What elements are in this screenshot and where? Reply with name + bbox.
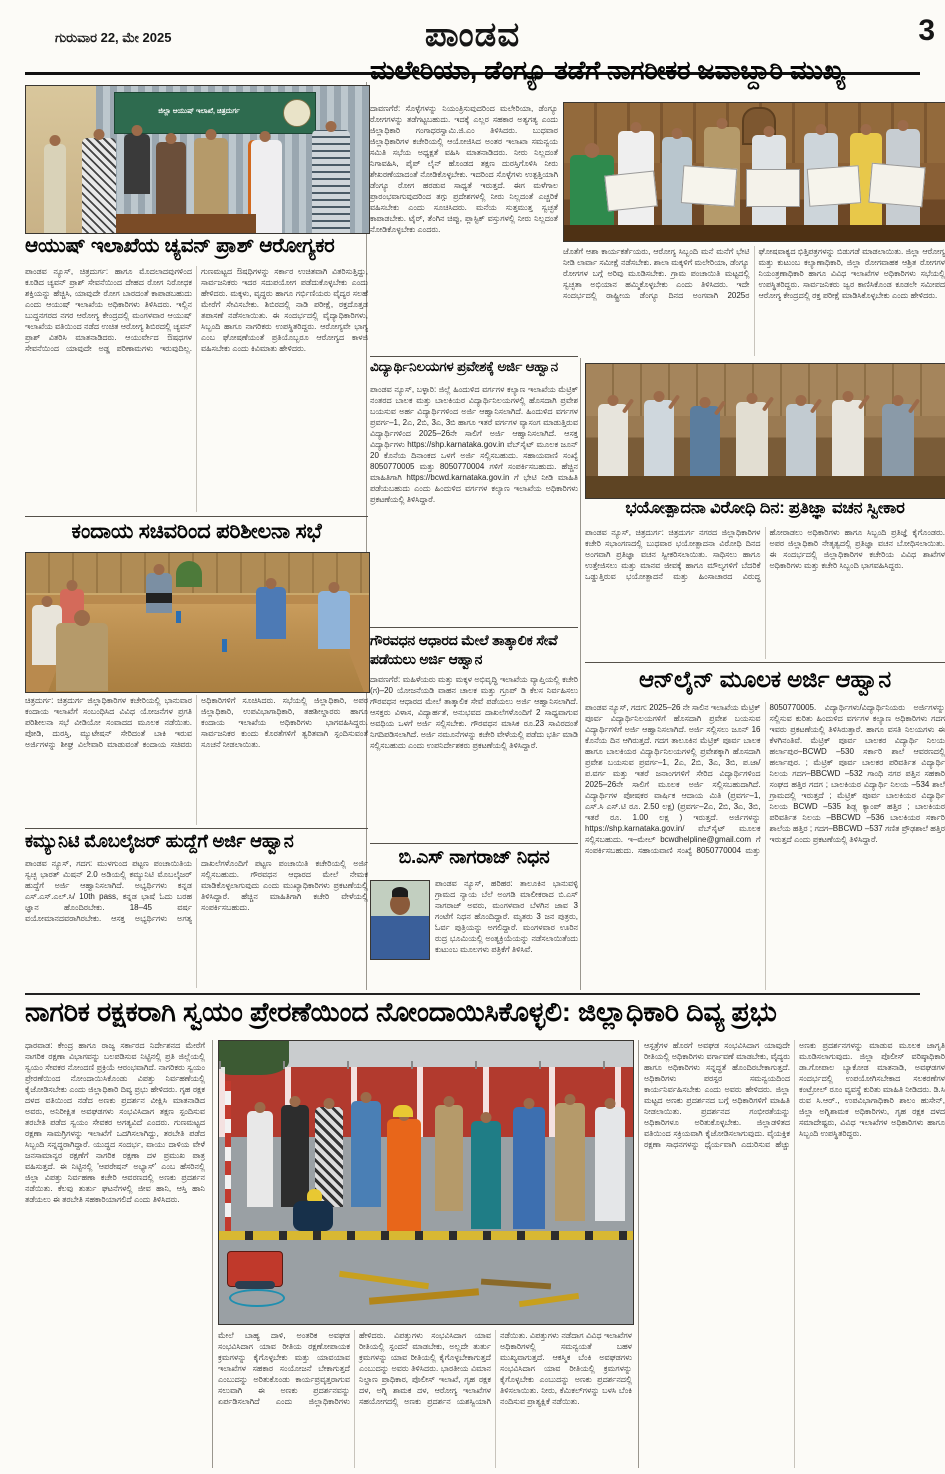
poster-release-photo xyxy=(563,102,945,242)
article-body-kandaya: ಚಿತ್ರದುರ್ಗ: ಚಿತ್ರದುರ್ಗ ಜಿಲ್ಲಾಧಿಕಾರಿಗಳ ಕಚೇರಿಯಲ್ಲಿ ಭಾನುವಾರ ಕಂದಾಯ ಇಲಾಖೆಗೆ ಸಂಬಂಧಿಸಿದ ವಿವಿಧ ಯೋಜನೆಗಳ ಪ್ರಗತಿ ಪರಿಶೀಲನಾ ಸಭೆ ವೀಡಿಯೋ ಸಂವಾದದ ಮೂಲಕ ನಡೆಯಿತು. ಪೋಡಿ, ದುರಸ್ತಿ, ಮ್ಯುಟೇಷನ್ ಸೇರಿದಂತೆ ಬಾಕಿ ಇರುವ ಅರ್ಜಿಗಳನ್ನು ಶೀಘ್ರ ವಿಲೇವಾರಿ ಮಾಡುವಂತೆ ಕಂದಾಯ ಸಚಿವರು ಅಧಿಕಾರಿಗಳಿಗೆ ಸೂಚಿಸಿದರು. ಸಭೆಯಲ್ಲಿ ಜಿಲ್ಲಾಧಿಕಾರಿ, ಅಪರ ಜಿಲ್ಲಾಧಿಕಾರಿ, ಉಪವಿಭಾಗಾಧಿಕಾರಿ, ತಹಶೀಲ್ದಾರರು ಹಾಗೂ ಕಂದಾಯ ಇಲಾಖೆಯ ಅಧಿಕಾರಿಗಳು ಭಾಗವಹಿಸಿದ್ದರು. ಸಾರ್ವಜನಿಕರ ಕುಂದು ಕೊರತೆಗಳಿಗೆ ತ್ವರಿತವಾಗಿ ಸ್ಪಂದಿಸುವಂತೆ ಸೂಚನೆ ನೀಡಲಾಯಿತು. xyxy=(25,696,368,749)
event-banner xyxy=(114,92,316,134)
person-figure xyxy=(595,1107,625,1221)
article-rule xyxy=(585,662,945,663)
poster xyxy=(681,165,738,207)
article-rule xyxy=(370,627,578,628)
article-body-nagaraj: ಪಾಂಡವ ನ್ಯೂಸ್, ಹರಿಹರ: ತಾಲೂಕಿನ ಭಾನುವಳ್ಳಿ ಗ್ರಾಮದ ನ್ಯಾಯ ಬೆಲೆ ಅಂಗಡಿ ಮಾಲೀಕರಾದ ಬಿ.ಎಸ್ ನಾಗರಾಜ್ ಅವರು, ಮಂಗಳವಾರ ಬೆಳಗಿನ ಜಾವ 3 ಗಂಟೆಗೆ ನಿಧನ ಹೊಂದಿದ್ದಾರೆ. ಮೃತರು 3 ಜನ ಪುತ್ರರು, ಓರ್ವ ಪುತ್ರಿಯನ್ನು ಅಗಲಿದ್ದಾರೆ. ಮಂಗಳವಾರ ಊರಿನ ರುದ್ರ ಭೂಮಿಯಲ್ಲಿ ಅಂತ್ಯಕ್ರಿಯೆಯನ್ನು ನಡೆಸಲಾಯಿತೆಂದು ಕುಟುಂಬ ಮೂಲಗಳು ಪತ್ರಿಕೆಗೆ ತಿಳಿಸಿವೆ. xyxy=(435,879,578,954)
person-figure xyxy=(256,587,286,639)
person-figure xyxy=(318,591,350,649)
article-rule xyxy=(25,516,368,517)
article-headline-terror: ಭಯೋತ್ಪಾದನಾ ವಿರೋಧಿ ದಿನ: ಪ್ರತಿಜ್ಞಾ ವಚನ ಸ್ವೀಕಾರ xyxy=(625,499,905,517)
police-officer-figure xyxy=(555,1103,585,1221)
article-headline-hostel: ವಿದ್ಯಾರ್ಥಿನಿಲಯಗಳ ಪ್ರವೇಶಕ್ಕೆ ಅರ್ಜಿ ಆಹ್ವಾನ xyxy=(370,359,558,374)
table xyxy=(564,225,945,241)
banner-text: ಜಿಲ್ಲಾ ಆಯುಷ್ ಇಲಾಖೆ, ಚಿತ್ರದುರ್ಗ xyxy=(158,108,240,115)
poster xyxy=(604,170,657,211)
article-body-community: ಪಾಂಡವ ನ್ಯೂಸ್, ಗದಗ: ಮುಳಗುಂದ ಪಟ್ಟಣ ಪಂಚಾಯಿತಿಯ ಸ್ವಚ್ಛ ಭಾರತ್ ಮಿಷನ್ 2.0 ಅಡಿಯಲ್ಲಿ ಕಮ್ಯುನಿಟಿ ಮೊಬಲೈಜರ್ ಹುದ್ದೆಗೆ ಅರ್ಜಿ ಆಹ್ವಾನಿಸಲಾಗಿದೆ. ಅಭ್ಯರ್ಥಿಗಳು ಕನ್ನಡ ಎಸ್.ಎಸ್.ಎಲ್.ಸಿ/ 10th pass, ಕನ್ನಡ ಭಾಷೆ ಓದು ಬರಹ ಜ್ಞಾನ ಹೊಂದಿರಬೇಕು. 18–45 ವರ್ಷ ವಯೋಮಾನದವರಾಗಿರಬೇಕು. ಆಸಕ್ತ ಅಭ್ಯರ್ಥಿಗಳು ಅಗತ್ಯ ದಾಖಲೆಗಳೊಂದಿಗೆ ಪಟ್ಟಣ ಪಂಚಾಯಿತಿ ಕಚೇರಿಯಲ್ಲಿ ಅರ್ಜಿ ಸಲ್ಲಿಸಬಹುದು. ಗೌರವಧನ ಆಧಾರದ ಮೇಲೆ ನೇಮಕ ಮಾಡಿಕೊಳ್ಳಲಾಗುವುದು ಎಂದು ಮುಖ್ಯಾಧಿಕಾರಿಗಳು ಪ್ರಕಟಣೆಯಲ್ಲಿ ತಿಳಿಸಿದ್ದಾರೆ. ಹೆಚ್ಚಿನ ಮಾಹಿತಿಗಾಗಿ ಕಚೇರಿ ವೇಳೆಯಲ್ಲಿ ಸಂಪರ್ಕಿಸಬಹುದು. xyxy=(25,859,368,923)
fire-helmet xyxy=(393,1105,413,1117)
page-number: 3 xyxy=(918,14,935,47)
article-rule xyxy=(25,828,368,829)
person-figure xyxy=(247,1111,273,1207)
column-rule xyxy=(638,1040,639,1468)
article-body-gaurav: ದಾವಣಗೆರೆ: ಮಹಿಳೆಯರು ಮತ್ತು ಮಕ್ಕಳ ಅಭಿವೃದ್ಧಿ ಇಲಾಖೆಯ ವ್ಯಾಪ್ತಿಯಲ್ಲಿ ಕಚೇರಿ (ಗ)–20 ಯೋಜನೆಯಡಿ ವಾಹನ ಚಾಲಕ ಮತ್ತು ಗ್ರೂಪ್ ಡಿ ಕೆಲಸ ನಿರ್ವಹಿಸಲು ಗೌರವಧನ ಆಧಾರದ ಮೇಲೆ ತಾತ್ಕಾಲಿಕ ಸೇವೆ ಪಡೆಯಲು ಅರ್ಜಿ ಆಹ್ವಾನಿಸಲಾಗಿದೆ. ಆಸಕ್ತರು ವಿಳಾಸ, ವಿದ್ಯಾರ್ಹತೆ, ಅನುಭವದ ದಾಖಲೆಗಳೊಂದಿಗೆ 2 ಸಾಧ್ಯವಾಗುವ ಅವಧಿಯ ಒಳಗೆ ಅರ್ಜಿ ಸಲ್ಲಿಸಬೇಕು. ಗೌರವಧನ ಮಾಸಿಕ ರೂ.23 ಸಾವಿರದಂತೆ ನಿಗದಿಪಡಿಸಲಾಗಿದೆ. ಅರ್ಜಿ ನಮೂನೆಗಳನ್ನು ಕಚೇರಿ ವೇಳೆಯಲ್ಲಿ ಪಡೆದು ಭರ್ತಿ ಮಾಡಿ ಸಲ್ಲಿಸಬಹುದು ಎಂದು ಉಪನಿರ್ದೇಶಕರು ಪ್ರಕಟಣೆಯಲ್ಲಿ ತಿಳಿಸಿದ್ದಾರೆ. xyxy=(370,675,578,750)
table xyxy=(586,476,945,498)
article-body-ayush: ಪಾಂಡವ ನ್ಯೂಸ್, ಚಿತ್ರದುರ್ಗ: ಹಾಗೂ ಮೊದಲಾದವುಗಳಿಂದ ಕೂಡಿದ ಚ್ಯವನ್ ಪ್ರಾಶ್ ಸೇವನೆಯಿಂದ ದೇಹದ ರೋಗ ನಿರೋಧಕ ಶಕ್ತಿಯನ್ನು ಹೆಚ್ಚಿಸಿ, ಯಾವುದೇ ರೋಗ ಬಾರದಂತೆ ಕಾಪಾಡಬಹುದು ಎಂದು ಆಯುಷ್ ಇಲಾಖೆಯ ಅಧಿಕಾರಿಗಳು ತಿಳಿಸಿದರು. ಇಲ್ಲಿನ ಬುದ್ದನಗರದ ನಗರ ಆರೋಗ್ಯ ಕೇಂದ್ರದಲ್ಲಿ ಮಂಗಳವಾರ ಆಯುಷ್ ಇಲಾಖೆಯ ವತಿಯಿಂದ ನಡೆದ ಉಚಿತ ಆರೋಗ್ಯ ಶಿಬಿರದಲ್ಲಿ ಚ್ಯವನ್ ಪ್ರಾಶ್ ವಿತರಿಸಿ ಮಾತನಾಡಿದರು. ಆಯುರ್ವೇದ ಔಷಧಗಳ ಸೇವನೆಯಿಂದ ಯಾವುದೇ ಅಡ್ಡ ಪರಿಣಾಮಗಳು ಇರುವುದಿಲ್ಲ. ಗುಣಮಟ್ಟದ ಔಷಧಿಗಳನ್ನು ಸರ್ಕಾರ ಉಚಿತವಾಗಿ ವಿತರಿಸುತ್ತಿದ್ದು, ಸಾರ್ವಜನಿಕರು ಇದರ ಸದುಪಯೋಗ ಪಡೆದುಕೊಳ್ಳಬೇಕು ಎಂದು ಹೇಳಿದರು. ಮಕ್ಕಳು, ವೃದ್ಧರು ಹಾಗೂ ಗರ್ಭಿಣಿಯರು ವೈದ್ಯರ ಸಲಹೆ ಮೇರೆಗೆ ಸೇವಿಸಬೇಕು. ಶಿಬಿರದಲ್ಲಿ ನಾಡಿ ಪರೀಕ್ಷೆ, ರಕ್ತದೊತ್ತಡ ತಪಾಸಣೆ ನಡೆಸಲಾಯಿತು. ಈ ಸಂದರ್ಭದಲ್ಲಿ ವೈದ್ಯಾಧಿಕಾರಿಗಳು, ಸಿಬ್ಬಂದಿ ಹಾಗೂ ನಾಗರಿಕರು ಉಪಸ್ಥಿತರಿದ್ದರು. ಆರೋಗ್ಯವೇ ಭಾಗ್ಯ ಎಂಬ ಘೋಷಣೆಯಂತೆ ಪ್ರತಿಯೊಬ್ಬರೂ ಆರೋಗ್ಯದ ಕಾಳಜಿ ವಹಿಸಬೇಕು ಎಂದು ಕಿವಿಮಾತು ಹೇಳಿದರು. xyxy=(25,267,368,353)
article-body-civil-mid: ಮೇಲೆ ಬಾಹ್ಯ ದಾಳಿ, ಅಂತರಿಕ ಅವಘಡ ಸಂಭವಿಸಿದಾಗ ಯಾವ ರೀತಿಯ ರಕ್ಷಣೋಪಾಯಕ ಕ್ರಮಗಳನ್ನು ಕೈಗೊಳ್ಳಬೇಕು ಮತ್ತು ಯಾವಯಾವ ಇಲಾಖೆಗಳ ಸಹಕಾರ ಸಂಯೋಜನೆ ಬೇಕಾಗುತ್ತದೆ ಎಂಬುದನ್ನು ಅರಿತುಕೊಂಡು ಕಾರ್ಯಪ್ರವೃತ್ತರಾಗುವ ಸಲುವಾಗಿ ಈ ಅಣಕು ಪ್ರದರ್ಶನವನ್ನು ಏರ್ಪಡಿಸಲಾಗಿದೆ ಎಂದು ಜಿಲ್ಲಾಧಿಕಾರಿಗಳು ಹೇಳಿದರು. ವಿಪತ್ತುಗಳು ಸಂಭವಿಸಿದಾಗ ಯಾವ ರೀತಿಯಲ್ಲಿ ಸ್ಪಂದನೆ ಮಾಡಬೇಕು, ಅಲ್ಲದೇ ತುರ್ತು ಕ್ರಮಗಳನ್ನು ಯಾವ ರೀತಿಯಲ್ಲಿ ಕೈಗೊಳ್ಳಬೇಕಾಗುತ್ತದೆ ಎಂಬುದನ್ನು ಅವರು ತಿಳಿಸಿದರು. ಭಾರತೀಯ ವಿಮಾನ ನಿಲ್ದಾಣ ಪ್ರಾಧಿಕಾರ, ಪೊಲೀಸ್ ಇಲಾಖೆ, ಗೃಹ ರಕ್ಷಕ ದಳ, ಅಗ್ನಿ ಶಾಮಕ ದಳ, ಆರೋಗ್ಯ ಇಲಾಖೆಗಳ ಸಹಯೋಗದಲ್ಲಿ ಅಣಕು ಪ್ರದರ್ಶನ ಯಶಸ್ವಿಯಾಗಿ ನಡೆಯಿತು. ವಿಪತ್ತುಗಳು ನಡೆದಾಗ ವಿವಿಧ ಇಲಾಖೆಗಳ ಅಧಿಕಾರಿಗಳಲ್ಲಿ ಸಮನ್ವಯತೆ ಬಹಳ ಮುಖ್ಯವಾಗುತ್ತದೆ. ಆಕಸ್ಮಿಕ ಬೆಂಕಿ ಅವಘಡಗಳು ಸಂಭವಿಸಿದಾಗ ಯಾವ ರೀತಿಯಲ್ಲಿ ಕ್ರಮಗಳನ್ನು ಕೈಗೊಳ್ಳಬೇಕು ಎಂಬುದನ್ನು ಅಣಕು ಪ್ರದರ್ಶನದಲ್ಲಿ ತಿಳಿಸಲಾಯಿತು. ನೀರು, ಕೆಮಿಕಲ್‌ಗಳನ್ನು ಬಳಸಿ ಬೆಂಕಿ ನಂದಿಸುವ ಪ್ರಾತ್ಯಕ್ಷಿಕೆ ನಡೆಯಿತು. xyxy=(218,1331,632,1406)
person-figure xyxy=(124,134,150,194)
article-headline-kandaya: ಕಂದಾಯ ಸಚಿವರಿಂದ ಪರಿಶೀಲನಾ ಸಭೆ xyxy=(71,520,322,543)
emblem-icon xyxy=(283,99,311,127)
article-headline-community: ಕಮ್ಯುನಿಟಿ ಮೊಬಲೈಜರ್ ಹುದ್ದೆಗೆ ಅರ್ಜಿ ಆಹ್ವಾನ xyxy=(25,831,294,851)
article-rule xyxy=(370,356,578,357)
rescue-tool xyxy=(481,1279,551,1290)
column-rule xyxy=(212,1040,213,1468)
person-figure xyxy=(82,138,116,234)
poster xyxy=(746,169,800,207)
person-figure xyxy=(351,1101,381,1207)
article-body-civil-left: ಧಾರವಾಡ: ಕೇಂದ್ರ ಹಾಗೂ ರಾಜ್ಯ ಸರ್ಕಾರದ ನಿರ್ದೇಶನದ ಮೇರೆಗೆ ನಾಗರಿಕ ರಕ್ಷಣಾ ವಿಭಾಗವನ್ನು ಬಲಪಡಿಸುವ ನಿಟ್ಟಿನಲ್ಲಿ ಪ್ರತಿ ಜಿಲ್ಲೆಯಲ್ಲಿ ಸ್ವಯಂ ಸೇವಕರ ನೋಂದಣಿ ಪ್ರಕ್ರಿಯೆ ಆರಂಭವಾಗಿದೆ. ನಾಗರಿಕರು ಸ್ವಯಂ ಪ್ರೇರಣೆಯಿಂದ ನೋಂದಾಯಿಸಿಕೊಂಡು ವಿಪತ್ತು ನಿರ್ವಹಣೆಯಲ್ಲಿ ಕೈಜೋಡಿಸಬೇಕು ಎಂದು ಜಿಲ್ಲಾಧಿಕಾರಿ ದಿವ್ಯ ಪ್ರಭು ಹೇಳಿದರು. ಗೃಹ ರಕ್ಷಕ ದಳದ ವತಿಯಿಂದ ನಡೆದ ಅಣಕು ಪ್ರದರ್ಶನ ವೀಕ್ಷಿಸಿ ಮಾತನಾಡಿದ ಅವರು, ಅನಿರೀಕ್ಷಿತ ಅವಘಡಗಳು ಸಂಭವಿಸಿದಾಗ ತಕ್ಷಣ ಸ್ಪಂದಿಸುವ ತರಬೇತಿ ಪಡೆದ ಸ್ವಯಂ ಸೇವಕರ ಅಗತ್ಯವಿದೆ ಎಂದರು. ಗುಣಮಟ್ಟದ ರಕ್ಷಣಾ ಸಾಮಗ್ರಿಗಳನ್ನು ಇಲಾಖೆಗೆ ಒದಗಿಸಲಾಗಿದ್ದು, ತರಬೇತಿ ಪಡೆದ ಸಿಬ್ಬಂದಿ ಸನ್ನದ್ಧರಾಗಿದ್ದಾರೆ. ಯುದ್ಧದ ಸಂದರ್ಭ, ವಾಯು ದಾಳಿಯ ವೇಳೆ ಜನಸಾಮಾನ್ಯರ ರಕ್ಷಣೆಗೆ ನಾಗರಿಕ ರಕ್ಷಣಾ ದಳ ಪ್ರಮುಖ ಪಾತ್ರ ವಹಿಸುತ್ತದೆ. ಈ ನಿಟ್ಟಿನಲ್ಲಿ 'ಆಪರೇಷನ್ ಅಭ್ಯಾಸ್' ಎಂಬ ಹೆಸರಿನಲ್ಲಿ ಜಿಲ್ಲಾ ವಿಪತ್ತು ನಿರ್ವಹಣಾ ಕಚೇರಿ ಆವರಣದಲ್ಲಿ ಅಣಕು ಪ್ರದರ್ಶನ ನಡೆಯಿತು. ಕೆಲವು ತುರ್ತು ಘಟನೆಗಳಲ್ಲಿ ಜೀವ ಹಾನಿ, ಆಸ್ತಿ ಹಾನಿ ತಡೆಯಲು ಈ ತರಬೇತಿ ಸಹಕಾರಿಯಾಗಲಿದೆ ಎಂದು ತಿಳಿಸಿದರು. xyxy=(25,1041,205,1204)
article-headline-malaria: ಮಲೇರಿಯಾ, ಡೆಂಗ್ಯೂ ತಡೆಗೆ ನಾಗರೀಕರ ಜವಾಬ್ದಾರಿ ಮುಖ್ಯ xyxy=(370,55,846,85)
water-bottle xyxy=(176,611,181,623)
police-officer-figure xyxy=(56,623,108,691)
pledge-ceremony-photo xyxy=(585,363,945,499)
crouching-fireman-figure xyxy=(283,1191,341,1239)
rescue-tool xyxy=(519,1293,579,1307)
curb-stripe xyxy=(219,1231,633,1240)
article-body-terror: ಪಾಂಡವ ನ್ಯೂಸ್, ಚಿತ್ರದುರ್ಗ: ಚಿತ್ರದುರ್ಗ ನಗರದ ಜಿಲ್ಲಾಧಿಕಾರಿಗಳ ಕಚೇರಿ ಸಭಾಂಗಣದಲ್ಲಿ ಬುಧವಾರ ಭಯೋತ್ಪಾದನಾ ವಿರೋಧಿ ದಿನದ ಅಂಗವಾಗಿ ಪ್ರತಿಜ್ಞಾ ವಚನ ಸ್ವೀಕರಿಸಲಾಯಿತು. ಸಾಧಿಸಲು ಹಾಗೂ ಉತ್ತೇಜಿಸಲು ಮತ್ತು ಮಾನವ ಜೀವಕ್ಕೆ ಹಾಗೂ ಮೌಲ್ಯಗಳಿಗೆ ಬೆದರಿಕೆ ಒಡ್ಡುತ್ತಿರುವ ಭಯೋತ್ಪಾದನೆ ಮತ್ತು ಹಿಂಸಾಚಾರದ ವಿರುದ್ಧ ಹೋರಾಡಲು ಅಧಿಕಾರಿಗಳು ಹಾಗೂ ಸಿಬ್ಬಂದಿ ಪ್ರತಿಜ್ಞೆ ಕೈಗೊಂಡರು. ಅಪರ ಜಿಲ್ಲಾಧಿಕಾರಿ ನೇತೃತ್ವದಲ್ಲಿ ಪ್ರತಿಜ್ಞಾ ವಚನ ಬೋಧಿಸಲಾಯಿತು. ಈ ಸಂದರ್ಭದಲ್ಲಿ ಜಿಲ್ಲಾಧಿಕಾರಿಗಳ ಕಚೇರಿಯ ವಿವಿಧ ಶಾಖೆಗಳ ಅಧಿಕಾರಿಗಳು ಮತ್ತು ಕಚೇರಿ ಸಿಬ್ಬಂದಿ ಭಾಗವಹಿಸಿದ್ದರು. xyxy=(585,528,945,581)
plant xyxy=(176,561,202,587)
striped-pole xyxy=(225,1081,231,1231)
article-body-online: ಪಾಂಡವ ನ್ಯೂಸ್, ಗದಗ: 2025–26 ನೇ ಸಾಲಿನ ಇಲಾಖೆಯ ಮೆಟ್ರಿಕ್ ಪೂರ್ವ ವಿದ್ಯಾರ್ಥಿನಿಲಯಗಳಿಗೆ ಹೊಸದಾಗಿ ಪ್ರವೇಶ ಬಯಸುವ ವಿದ್ಯಾರ್ಥಿಗಳಿಗೆ ಅರ್ಜಿ ಆಹ್ವಾನಿಸಲಾಗಿದೆ. ಅರ್ಜಿ ಸಲ್ಲಿಸಲು ಜೂನ್ 16 ಕೊನೆಯ ದಿನ ಆಗಿರುತ್ತದೆ. ಗದಗ ತಾಲೂಕಿನ ಮೆಟ್ರಿಕ್ ಪೂರ್ವ ಬಾಲಕ ಹಾಗೂ ಬಾಲಕಿಯರ ವಿದ್ಯಾರ್ಥಿನಿಲಯಗಳಲ್ಲಿ ಪ್ರವೇಶಕ್ಕಾಗಿ ಹೊಸದಾಗಿ ಪ್ರವೇಶ ಬಯಸುವ ಪ್ರವರ್ಗ–1, 2ಎ, 2ಬಿ, 3ಎ, 3ಬಿ, ಪ.ಜಾ/ಪ.ವರ್ಗ ಮತ್ತು ಇತರೆ ಜನಾಂಗಗಳಿಗೆ ಸೇರಿದ ವಿದ್ಯಾರ್ಥಿಗಳಿಂದ 2025–26ನೇ ಸಾಲಿಗೆ ಮೂಲಕ ಅರ್ಜಿ ಸಲ್ಲಿಸಬಹುದಾಗಿದೆ. ವಿದ್ಯಾರ್ಥಿಗಳ ಪೋಷಕರ ವಾರ್ಷಿಕ ಆದಾಯ ಮಿತಿ (ಪ್ರವರ್ಗ–1, ಎಸ್.ಸಿ ಎಸ್.ಟಿ ರೂ. 2.50 ಲಕ್ಷ) (ಪ್ರವರ್ಗ–2ಎ, 2ಬಿ, 3ಎ, 3ಬಿ, ಇತರೆ ರೂ. 1.00 ಲಕ್ಷ ) ಇರುತ್ತದೆ. ಅರ್ಜಿಗಳನ್ನು https://shp.karnataka.gov.in/ ವೆಬ್‌ಸೈಟ್ ಮೂಲಕ ಸಲ್ಲಿಸಬಹುದು. ಇ–ಮೇಲ್ bcwdhelpline@gmail.com ಗೆ ಸಂಪರ್ಕಿಸಬಹುದು. ಸಹಾಯವಾಣಿ ಸಂಖ್ಯೆ 8050770004 ಮತ್ತು 8050770005. ವಿದ್ಯಾರ್ಥಿಗಳು/ವಿದ್ಯಾರ್ಥಿನಿಯರು ಅರ್ಜಿಗಳನ್ನು ಸಲ್ಲಿಸುವ ಕುರಿತು ಹಿಂದುಳಿದ ವರ್ಗಗಳ ಕಲ್ಯಾಣ ಅಧಿಕಾರಿಗಳು ಗದಗ ಇವರು ಪ್ರಕಟಣೆಯಲ್ಲಿ ತಿಳಿಸಿರುತ್ತಾರೆ. ಹಾಗೂ ವಸತಿ ನಿಲಯಗಳು ಈ ಕೆಳಗಿನಂತಿವೆ. ಮೆಟ್ರಿಕ್ ಪೂರ್ವ ಬಾಲಕರ ವಿದ್ಯಾರ್ಥಿ ನಿಲಯ ಹರ್ಲಾಪುರ–BCWD –530 ಸರ್ಕಾರಿ ಶಾಲೆ ಆವರಣದಲ್ಲಿ ಹರ್ಲಾಪುರ. ; ಮೆಟ್ರಿಕ್ ಪೂರ್ವ ಬಾಲಕರ ಪರಿವರ್ತಿತ ವಿದ್ಯಾರ್ಥಿ ನಿಲಯ ಗದಗ–BBCWD –532 ಗಾಂಧಿ ನಗರ ಪತ್ತಿನ ಸಹಕಾರಿ ಸಂಘದ ಹತ್ತಿರ ಗದಗ ; ಬಾಲಕಿಯರ ವಿದ್ಯಾರ್ಥಿ ನಿಲಯ –534 ಶಾಲೆ ಗ್ರಾಮದಲ್ಲಿ ಇರುತ್ತದೆ ; ಮೆಟ್ರಿಕ್ ಪೂರ್ವ ಬಾಲಕಿಯರ ವಿದ್ಯಾರ್ಥಿ ನಿಲಯ BCWD –535 ಶಿಡ್ಲ ಕ್ಯಾಂಪ್ ಹತ್ತಿರ ; ಬಾಲಕಿಯರ ಪರಿವರ್ತಿತ ನಿಲಯ –BBCWD –536 ಬಾಲಕಿಯರ ಸರ್ಕಾರಿ ಶಾಲೆಯ ಹತ್ತಿರ ; ಗದಗ–BBCWD –537 ಗಣಿತ ಪ್ರೌಢಶಾಲೆ ಹತ್ತಿರ ಇರುತ್ತದೆ ಎಂದು ಪ್ರಕಟಣೆಯಲ್ಲಿ ತಿಳಿಸಿದ್ದಾರೆ. xyxy=(585,703,945,855)
edition-date: ಗುರುವಾರ 22, ಮೇ 2025 xyxy=(55,30,172,45)
article-body-malaria-left: ದಾವಣಗೆರೆ: ಸೊಳ್ಳೆಗಳನ್ನು ನಿಯಂತ್ರಿಸುವುದರಿಂದ ಮಲೇರಿಯಾ, ಡೆಂಗ್ಯೂ ರೋಗಗಳನ್ನು ತಡೆಗಟ್ಟಬಹುದು. ಇದಕ್ಕೆ ಎಲ್ಲರ ಸಹಕಾರ ಅತ್ಯಗತ್ಯ ಎಂದು ಜಿಲ್ಲಾಧಿಕಾರಿ ಗಂಗಾಧರಸ್ವಾಮಿ.ಜಿ.ಎಂ ತಿಳಿಸಿದರು. ಬುಧವಾರ ಜಿಲ್ಲಾಧಿಕಾರಿಗಳ ಕಚೇರಿಯಲ್ಲಿ ಆಯೋಜಿಸಿದ ಅಂತರ ಇಲಾಖಾ ಸಮನ್ವಯ ಸಮಿತಿ ಸಭೆಯ ಅಧ್ಯಕ್ಷತೆ ವಹಿಸಿ ಮಾತನಾಡಿದರು. ನೀರು ನಿಲ್ಲದಂತೆ ನಿಗಾವಹಿಸಿ, ಪೈಪ್ ಲೈನ್ ಹೊಂಡದ ತಕ್ಷಣ ದುರಸ್ತಿಗೊಳಿಸಿ ನೀರು ಶೇಖರಣೆಯಾದಂತೆ ನೋಡಿಕೊಳ್ಳಬೇಕು. ಇದರಿಂದ ಸೊಳ್ಳೆಗಳು ಉತ್ಪತ್ತಿಯಾಗಿ ಡೆಂಗ್ಯೂ ರೋಗ ಹರಡುವ ಸಾಧ್ಯತೆ ಇರುತ್ತದೆ. ಈಗ ಮಳೆಗಾಲ ಪ್ರಾರಂಭವಾಗುವುದರಿಂದ ತಗ್ಗು ಪ್ರದೇಶಗಳಲ್ಲಿ ನೀರು ನಿಲ್ಲದಂತೆ ಎಚ್ಚರಿಕೆ ವಹಿಸಬೇಕು ಎಂದು ಸೂಚಿಸಿದರು. ಮನೆಯ ಸುತ್ತಮುತ್ತ ಸ್ವಚ್ಛತೆ ಕಾಪಾಡಬೇಕು. ಟೈರ್, ತೆಂಗಿನ ಚಿಪ್ಪು, ಪ್ಲಾಸ್ಟಿಕ್ ವಸ್ತುಗಳಲ್ಲಿ ನೀರು ನಿಲ್ಲದಂತೆ ನೋಡಿಕೊಳ್ಳಬೇಕು ಎಂದರು. xyxy=(370,104,558,234)
review-meeting-photo xyxy=(25,552,370,693)
article-headline-online: ಆನ್‌ಲೈನ್ ಮೂಲಕ ಅರ್ಜಿ ಆಹ್ವಾನ xyxy=(639,666,891,692)
fence-wire xyxy=(219,1061,633,1069)
article-headline-civil: ನಾಗರಿಕ ರಕ್ಷಕರಾಗಿ ಸ್ವಯಂ ಪ್ರೇರಣೆಯಿಂದ ನೋಂದಾಯಿಸಿಕೊಳ್ಳಲಿ: ಜಿಲ್ಲಾಧಿಕಾರಿ ದಿವ್ಯ ಪ್ರಭು xyxy=(25,997,777,1027)
portrait-hair xyxy=(392,887,408,897)
woman-teal-figure xyxy=(471,1121,501,1229)
poster xyxy=(868,163,925,208)
article-body-civil-right: ಆಸ್ಪತ್ರೆಗಳ ಹೊರಗೆ ಅವಘಡ ಸಂಭವಿಸಿದಾಗ ಯಾವುದೇ ರೀತಿಯಲ್ಲಿ ಅಧಿಕಾರಿಗಳು ವರ್ಗಾವಣೆ ಮಾಡಬೇಕು, ವೈದ್ಯರು ಹಾಗೂ ಅಧಿಕಾರಿಗಳು ಸನ್ನದ್ಧತೆ ಹೊಂದಿರಬೇಕಾಗುತ್ತದೆ. ಅಧಿಕಾರಿಗಳು ಪರಸ್ಪರ ಸಮನ್ವಯದಿಂದ ಕಾರ್ಯನಿರ್ವಹಿಸಬೇಕು ಎಂದು ಅವರು ಹೇಳಿದರು. ಜಿಲ್ಲಾ ಮಟ್ಟದ ಅಣಕು ಪ್ರದರ್ಶನದ ಬಗ್ಗೆ ಅಧಿಕಾರಿಗಳಿಗೆ ಮಾಹಿತಿ ನೀಡಲಾಯಿತು. ಪ್ರದರ್ಶನದ ಗಂಭೀರತೆಯನ್ನು ಅಧಿಕಾರಿಗಳೂ ಅರಿತುಕೊಳ್ಳಬೇಕು. ಜಿಲ್ಲಾಡಳಿತದ ವತಿಯಿಂದ ಸಕ್ರಿಯವಾಗಿ ಕೈಜೋಡಿಸಲಾಗುವುದು. ವೈಯಕ್ತಿಕ ರಕ್ಷಣಾ ಸಾಧನಗಳನ್ನು ಧೈರ್ಯವಾಗಿ ಎದುರಿಸುವ ಹೆಚ್ಚು ಅಣಕು ಪ್ರದರ್ಶನಗಳನ್ನು ಮಾಡುವ ಮೂಲಕ ಜಾಗೃತಿ ಮೂಡಿಸಲಾಗುವುದು. ಜಿಲ್ಲಾ ಪೊಲೀಸ್ ವರಿಷ್ಠಾಧಿಕಾರಿ ಡಾ.ಗೋಪಾಲ ಬ್ಯಾಕೋಡ ಮಾತನಾಡಿ, ಅವಘಡಗಳ ಸಂದರ್ಭದಲ್ಲಿ ಉಪಯೋಗಿಸಬೇಕಾದ ಸಲಕರಣೆಗಳ ಕಂಟ್ರೋಲ್ ರೂಂ ವ್ಯವಸ್ಥೆ ಕುರಿತು ಮಾಹಿತಿ ನೀಡಿದರು. ಡಿ.ಸಿ ರುವ ಸಿ.ಆರ್., ಉಪವಿಭಾಗಾಧಿಕಾರಿ ಶಾಲಂ ಹುಸೇನ್, ಜಿಲ್ಲಾ ಅಗ್ನಿಶಾಮಕ ಅಧಿಕಾರಿಗಳು, ಗೃಹ ರಕ್ಷಕ ದಳದ ಸಮಾದೇಷ್ಟರು, ವಿವಿಧ ಇಲಾಖೆಗಳ ಅಧಿಕಾರಿಗಳು ಹಾಗೂ ಸಿಬ್ಬಂದಿ ಉಪಸ್ಥಿತರಿದ್ದರು. xyxy=(644,1041,945,1149)
table xyxy=(116,214,256,233)
masthead-title: ಪಾಂಡವ xyxy=(424,16,521,54)
water-bottle xyxy=(222,639,227,652)
fireman-body xyxy=(293,1201,333,1231)
nagaraj-portrait-photo xyxy=(370,880,430,960)
laptop xyxy=(146,593,172,603)
person-figure xyxy=(513,1107,545,1229)
article-headline-ayush: ಆಯುಷ್ ಇಲಾಖೆಯ ಚ್ಯವನ್ ಪ್ರಾಶ್ ಆರೋಗ್ಯಕರ xyxy=(25,235,335,257)
article-headline-gaurav: ಗೌರವಧನ ಆಧಾರದ ಮೇಲೆ ತಾತ್ಕಾಲಿಕ ಸೇವೆ ಪಡೆಯಲು ಅರ್ಜಿ ಆಹ್ವಾನ xyxy=(370,632,558,667)
article-rule xyxy=(370,843,578,844)
rescue-tool xyxy=(339,1271,429,1289)
ayush-event-photo xyxy=(25,85,370,234)
machine-base xyxy=(235,1281,275,1289)
orange-suit-figure xyxy=(387,1119,421,1231)
poster xyxy=(807,165,862,207)
article-body-hostel: ಪಾಂಡವ ನ್ಯೂಸ್, ಬಳ್ಳಾರಿ: ಜಿಲ್ಲೆ ಹಿಂದುಳಿದ ವರ್ಗಗಳ ಕಲ್ಯಾಣ ಇಲಾಖೆಯ ಮೆಟ್ರಿಕ್ ನಂತರದ ಬಾಲಕ ಮತ್ತು ಬಾಲಕಿಯರ ವಿದ್ಯಾರ್ಥಿನಿಲಯಗಳಲ್ಲಿ ಹೊಸದಾಗಿ ಪ್ರವೇಶ ಬಯಸುವ ಅರ್ಹ ವಿದ್ಯಾರ್ಥಿಗಳಿಂದ ಅರ್ಜಿ ಆಹ್ವಾನಿಸಲಾಗಿದೆ. ಹಿಂದುಳಿದ ವರ್ಗಗಳ ಪ್ರವರ್ಗ–1, 2ಎ, 2ಬಿ, 3ಎ, 3ಬಿ ಹಾಗೂ ಇತರೆ ವರ್ಗಗಳ ವ್ಯಾಸಂಗ ಮಾಡುತ್ತಿರುವ ವಿದ್ಯಾರ್ಥಿಗಳಿಂದ 2025–26ನೇ ಸಾಲಿಗೆ ಅರ್ಜಿ ಆಹ್ವಾನಿಸಲಾಗಿದೆ. ಆಸಕ್ತ ವಿದ್ಯಾರ್ಥಿಗಳು https://shp.karnataka.gov.in ವೆಬ್‌ಸೈಟ್ ಮೂಲಕ ಜೂನ್ 20 ಕೊನೆಯ ದಿನಾಂಕದ ಒಳಗೆ ಅರ್ಜಿ ಸಲ್ಲಿಸಬಹುದು. ಸಹಾಯವಾಣಿ ಸಂಖ್ಯೆ 8050770005 ಮತ್ತು 8050770004 ಗಳಿಗೆ ಸಂಪರ್ಕಿಸಬಹುದು. ಹೆಚ್ಚಿನ ಮಾಹಿತಿಗಾಗಿ https://bcwd.karnataka.gov.in ಗೆ ಭೇಟಿ ನೀಡಿ ಮಾಹಿತಿ ಪಡೆಯಬಹುದು ಎಂದು ಹಿಂದುಳಿದ ವರ್ಗಗಳ ಕಲ್ಯಾಣ ಇಲಾಖೆಯ ಅಧಿಕಾರಿಗಳು ಪ್ರಕಟಣೆಯಲ್ಲಿ ತಿಳಿಸಿದ್ದಾರೆ. xyxy=(370,385,578,504)
rescue-tool xyxy=(369,1288,479,1305)
column-rule xyxy=(580,358,581,990)
coiled-hose xyxy=(229,1289,285,1307)
police-officer-figure xyxy=(435,1105,463,1211)
person-figure xyxy=(312,130,350,234)
person-figure xyxy=(44,144,66,234)
article-body-malaria-below: ಜೊತೆಗೆ ಆಶಾ ಕಾರ್ಯಕರ್ತೆಯರು, ಆರೋಗ್ಯ ಸಿಬ್ಬಂದಿ ಮನೆ ಮನೆಗೆ ಭೇಟಿ ನೀಡಿ ಲಾರ್ವಾ ಸಮೀಕ್ಷೆ ನಡೆಸಬೇಕು. ಶಾಲಾ ಮಕ್ಕಳಿಗೆ ಮಲೇರಿಯಾ, ಡೆಂಗ್ಯೂ ರೋಗಗಳ ಬಗ್ಗೆ ಅರಿವು ಮೂಡಿಸಬೇಕು. ಗ್ರಾಮ ಪಂಚಾಯಿತಿ ಮಟ್ಟದಲ್ಲಿ ಸ್ವಚ್ಛತಾ ಅಭಿಯಾನ ಹಮ್ಮಿಕೊಳ್ಳಬೇಕು ಎಂದು ತಿಳಿಸಿದರು. ಇದೇ ಸಂದರ್ಭದಲ್ಲಿ ರಾಷ್ಟ್ರೀಯ ಡೆಂಗ್ಯೂ ದಿನದ ಅಂಗವಾಗಿ 2025ರ ಘೋಷವಾಕ್ಯದ ಭಿತ್ತಿಪತ್ರಗಳನ್ನು ಬಿಡುಗಡೆ ಮಾಡಲಾಯಿತು. ಜಿಲ್ಲಾ ಆರೋಗ್ಯ ಮತ್ತು ಕುಟುಂಬ ಕಲ್ಯಾಣಾಧಿಕಾರಿ, ಜಿಲ್ಲಾ ರೋಗವಾಹಕ ಆಶ್ರಿತ ರೋಗಗಳ ನಿಯಂತ್ರಣಾಧಿಕಾರಿ ಹಾಗೂ ವಿವಿಧ ಇಲಾಖೆಗಳ ಅಧಿಕಾರಿಗಳು ಸಭೆಯಲ್ಲಿ ಉಪಸ್ಥಿತರಿದ್ದರು. ಸಾರ್ವಜನಿಕರು ಜ್ವರ ಕಾಣಿಸಿಕೊಂಡ ಕೂಡಲೇ ಸಮೀಪದ ಆರೋಗ್ಯ ಕೇಂದ್ರದಲ್ಲಿ ರಕ್ತ ಪರೀಕ್ಷೆ ಮಾಡಿಸಿಕೊಳ್ಳಬೇಕು ಎಂದು ಹೇಳಿದರು. xyxy=(563,247,945,300)
mock-drill-photo xyxy=(218,1040,634,1325)
article-nagaraj-block xyxy=(370,878,578,990)
fire-helmet xyxy=(307,1189,322,1201)
article-headline-nagaraj: ಬಿ.ಎಸ್ ನಾಗರಾಜ್ ನಿಧನ xyxy=(398,847,550,868)
section-rule xyxy=(25,993,920,995)
